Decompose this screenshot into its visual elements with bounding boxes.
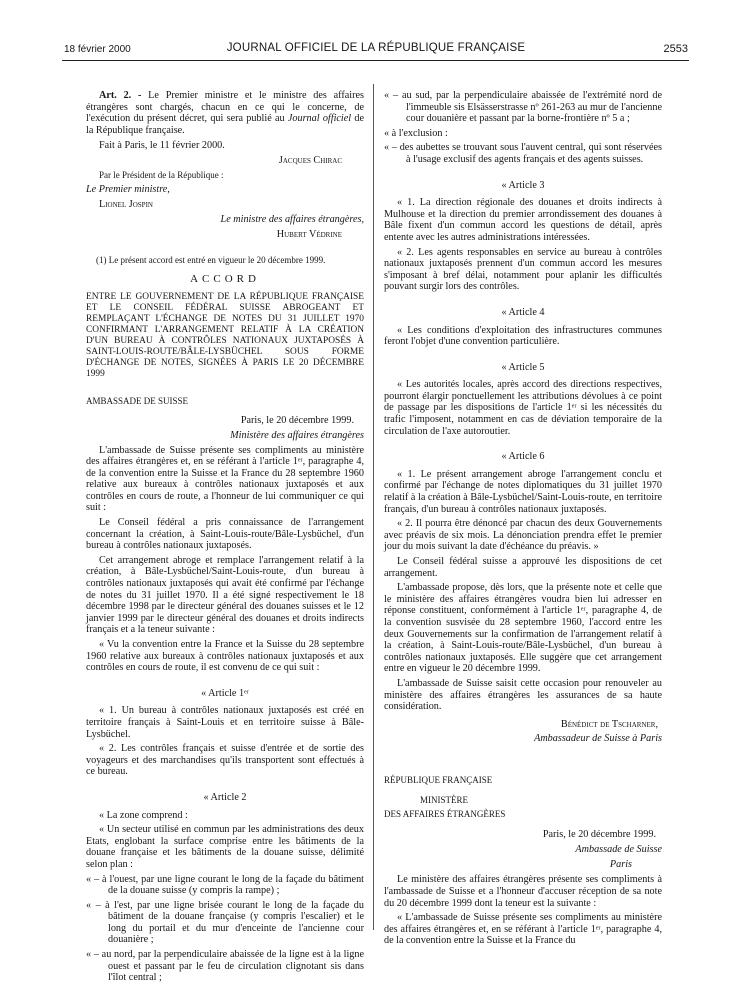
signer-president: Jacques Chirac [278,154,342,166]
article-1-para-2: « 2. Les contrôles français et suisse d'entrée et de sortie des voyageurs et des marchandises qu'ils transportent sont effectués à ce bureau. [86,743,364,778]
article-5-heading: « Article 5 [501,361,545,373]
conseil-paragraph: Le Conseil fédéral suisse a approuvé les dispositions de cet arrangement. [384,556,662,579]
list-item: « – à l'ouest, par une ligne courant le long de la façade du bâtiment de la douane suisse (y compris la rampe) ; [86,873,364,897]
article-5-para-1: « Les autorités locales, après accord des directions respectives, pourront élargir ponctuellement les attributions dévolues à ce point de passage par les dispositions de l'article 1ᵉʳ si les nécessités du trafic l'imposent, notamment en cas de déviation temporaire de la circulation de l'axe autoroutier. [384,379,662,437]
article-6-para-1: « 1. Le présent arrangement abroge l'arrangement conclu et confirmé par l'échange de notes diplomatiques du 31 juillet 1970 relatif à la création à Bâle-Lysbüchel/Saint-Louis-route, en territoire français, d'un bureau à contrôles nationaux juxtaposés. [384,468,662,515]
note-paragraph-1: L'ambassade de Suisse présente ses compliments au ministère des affaires étrangères et, en se référant à l'article 1ᵉʳ, paragraphe 4, de la convention entre la Suisse et la France du 28 septembre 1960 relative aux bureaux à contrôles nationaux juxtaposés et aux contrôles en cours de route, a l'honneur de lui communiquer ce qui suit : [86,444,364,514]
signature-title: Ambassadeur de Suisse à Paris [534,733,662,745]
adresse-line-2: Paris [609,858,632,870]
article-1-para-1: « 1. Un bureau à contrôles nationaux juxtaposés est créé en territoire français à Saint-Louis et en territoire suisse à Bâle-Lysbüchel. [86,705,364,740]
quote-paragraph: « L'ambassade de Suisse présente ses compliments au ministère des affaires étrangères et, en se référant à l'article 1ᵉʳ, paragraphe 4, de la convention entre la Suisse et la France du [384,912,662,947]
note-paragraph-3: Cet arrangement abroge et remplace l'arrangement relatif à la création, à Bâle-Lysbüchel/Saint-Louis-route, d'un bureau à contrôles nationaux juxtaposés qui avait été confirmé par l'échange de notes du 31 juillet 1970. Il a été signé respectivement le 18 décembre 1998 par le directeur général des douanes suisses et le 12 janvier 1999 par le directeur général des douanes et droits indirects français et a la teneur suivante : [86,554,364,636]
propose-paragraph: L'ambassade propose, dès lors, que la présente note et celle que le ministère des affaires étrangères voudra bien lui adresser en réponse constituent, conformément à l'article 1ᵉʳ, paragraphe 4, de la convention susvisée du 28 septembre 1960, l'accord entre les deux Gouvernements sur la confirmation de l'arrangement relatif à la création, à Saint-Louis-route/Bâle-Lysbüchel, d'un bureau à contrôles nationaux juxtaposés. Elle suggère que cet arrangement entre en vigueur le 20 décembre 1999. [384,582,662,675]
paris-date-2: Paris, le 20 décembre 1999. [542,828,656,840]
note-paragraph-2: Le Conseil fédéral a pris connaissance de l'arrangement concernant la création, à Saint-Louis-route/Bâle-Lysbüchel, d'un bureau à contrôles nationaux juxtaposés. [86,517,364,552]
list-item: « – à l'est, par une ligne brisée courant le long de la façade du bâtiment de la douane française (y compris l'escalier) et le long du portail et du mur d'enceinte de l'ancienne cour douanière ; [86,899,364,946]
article-6-heading: « Article 6 [501,451,545,463]
reponse-paragraph: Le ministère des affaires étrangères présente ses compliments à l'ambassade de Suisse et a l'honneur d'accuser réception de sa note du 20 décembre 1999 dont la teneur est la suivante : [384,874,662,909]
list-item: « – au sud, par la perpendiculaire abaissée de l'extrémité nord de l'immeuble sis Elsässerstrasse nº 261-263 au mur de l'ancienne cour douanière et passant par la borne-frontière nº 5 a ; [384,90,662,125]
article-6-para-2: « 2. Il pourra être dénoncé par chacun des deux Gouvernements avec préavis de six mois. La dénonciation prendra effet le premier jour du mois suivant la date d'échéance du préavis. » [384,518,662,553]
list-item: « – au nord, par la perpendiculaire abaissée de la ligne est à la ligne ouest et passant par le feu de circulation clignotant sis dans l'îlot central ; [86,949,364,984]
footnote: (1) Le présent accord est entré en vigueur le 20 décembre 1999. [96,254,326,265]
article-3-para-1: « 1. La direction régionale des douanes et droits indirects à Mulhouse et la direction du premier arrondissement des douanes à Bâle fixent d'un commun accord les questions de détail, après entente avec les autres administrations intéressées. [384,197,662,243]
signature-name: Bénédict de Tscharner, [560,718,658,730]
article-2-label: Art. 2. - [99,90,142,101]
article-2-heading: « Article 2 [203,791,247,803]
right-column [384,90,662,950]
header-rule [62,60,689,61]
paris-date: Paris, le 20 décembre 1999. [240,415,354,427]
article-1-heading: « Article 1ᵉʳ [201,687,249,699]
header-date: 18 février 2000 [64,44,131,55]
adresse-line-1: Ambassade de Suisse [575,844,662,856]
ministere-heading: Ministère des affaires étrangères [230,429,364,441]
saisit-paragraph: L'ambassade de Suisse saisit cette occasion pour renouveler au ministère des affaires étrangères les assurances de sa haute considération. [384,677,662,713]
journal-title: JOURNAL OFFICIEL DE LA RÉPUBLIQUE FRANÇAISE [226,42,526,54]
exclusion-intro: « à l'exclusion : [384,127,448,139]
page-number: 2553 [663,43,688,55]
column-divider [373,84,374,930]
ministere-caps-1: MINISTÈRE [420,794,468,805]
note-paragraph-4: « Vu la convention entre la France et la Suisse du 28 septembre 1960 relative aux bureaux à contrôles nationaux juxtaposés et aux contrôles en cours de route, il est convenu de ce qui suit : [86,639,364,674]
accord-subtitle: ENTRE LE GOUVERNEMENT DE LA RÉPUBLIQUE FRANÇAISE ET LE CONSEIL FÉDÉRAL SUISSE ABROGEANT ET REMPLAÇANT L'ÉCHANGE DE NOTES DU 31 JUILLET 1970 CONFIRMANT L'ARRANGEMENT RELATIF À LA CRÉATION D'UN BUREAU À CONTRÔLES NATIONAUX JUXTAPOSÉS À SAINT-LOUIS-ROUTE/BÂLE-LYSBÜCHEL SOUS FORME D'ÉCHANGE DE NOTES, SIGNÉES À PARIS LE 20 DÉCEMBRE 1999 [86,291,364,379]
ministre-title: Le ministre des affaires étrangères, [220,214,364,226]
accord-heading: ACCORD [190,273,260,286]
fait-a-paris: Fait à Paris, le 11 février 2000. [99,140,225,152]
article-3-para-2: « 2. Les agents responsables en service au bureau à contrôles nationaux juxtaposés prennent d'un commun accord les mesures s'imposant à bref délai, notamment pour aplanir les difficultés pouvant surgir lors des contrôles. [384,246,662,293]
ministre-name: Hubert Védrine [276,228,342,240]
ambassade-heading: AMBASSADE DE SUISSE [86,395,189,406]
article-2-text-end: de la République française. [86,113,364,136]
article-2-text: Le Premier ministre et le ministre des affaires étrangères sont chargés, chacun en ce qui le concerne, de l'exécution du présent décret, qui sera publié au [86,90,364,125]
premier-ministre-name: Lionel Jospin [99,198,153,210]
republique-heading: RÉPUBLIQUE FRANÇAISE [384,774,493,785]
zone-intro: « La zone comprend : [99,809,188,821]
list-item: « – des aubettes se trouvant sous l'auvent central, qui sont réservées à l'usage exclusif des agents français et des agents suisses. [384,142,662,165]
zone-text: « Un secteur utilisé en commun par les administrations des deux Etats, englobant la surface comprise entre les bâtiments de la douane française et les bâtiments de la douane suisse, délimité selon plan : [86,824,364,870]
premier-ministre-title: Le Premier ministre, [86,184,170,196]
page-header [64,40,688,58]
article-4-para-1: « Les conditions d'exploitation des infrastructures communes feront l'objet d'une convention particulière. [384,324,662,348]
par-le-president: Par le Président de la République : [99,169,224,180]
journal-officiel-ref: Journal officiel [287,113,352,125]
article-3-heading: « Article 3 [501,179,545,191]
left-column [86,90,364,987]
article-4-heading: « Article 4 [501,306,545,318]
ministere-caps-2: DES AFFAIRES ÉTRANGÈRES [384,809,506,820]
article-2 [86,90,364,136]
